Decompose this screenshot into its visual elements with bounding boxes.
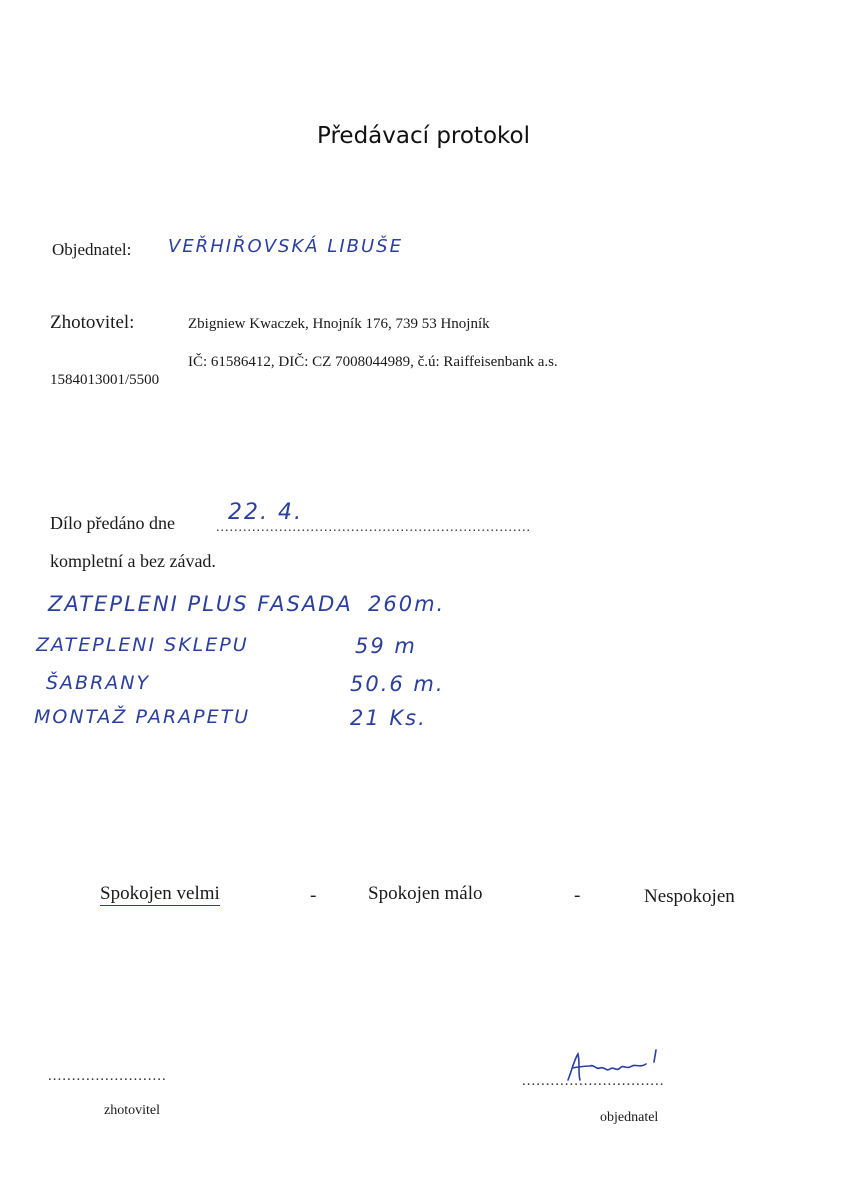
rating-separator: - [310,885,317,906]
item-name: ŠABRANY [46,672,151,694]
rating-separator: - [574,885,581,906]
objednatel-label: Objednatel: [52,240,132,259]
zhotovitel-address: Zbigniew Kwaczek, Hnojník 176, 739 53 Hnojník [188,316,490,332]
objednatel-value: VEŘHIŘOVSKÁ LIBUŠE [168,236,403,257]
signature-line-objednatel: .............................. [522,1073,665,1089]
rating-option-slightly-satisfied: Spokojen málo [368,883,483,904]
signature-label-zhotovitel: zhotovitel [104,1103,160,1118]
item-qty: 50.6 m. [350,672,445,696]
predano-dots: ...................................................................... [216,520,531,535]
document-title: Předávací protokol [317,123,530,149]
kompletni-text: kompletní a bez závad. [50,551,216,571]
item-name: MONTAŽ PARAPETU [34,706,251,728]
predano-date: 22. 4. [228,500,303,525]
item-name: ZATEPLENI PLUS FASADA [48,592,353,616]
rating-option-very-satisfied [100,883,220,905]
signature-line-zhotovitel: ......................... [48,1068,167,1084]
item-qty: 59 m [355,634,417,658]
signature-label-objednatel: objednatel [600,1110,659,1125]
zhotovitel-account: 1584013001/5500 [50,372,160,388]
zhotovitel-ids: IČ: 61586412, DIČ: CZ 7008044989, č.ú: Raiffeisenbank a.s. [188,354,558,370]
zhotovitel-label: Zhotovitel: [50,312,135,333]
item-qty: 21 Ks. [350,706,427,730]
rating-option-not-satisfied: Nespokojen [644,886,735,907]
rating-option-label: Spokojen velmi [100,883,220,904]
item-qty: 260m. [368,592,446,616]
item-name: ZATEPLENI SKLEPU [36,634,249,656]
predano-label: Dílo předáno dne [50,513,175,533]
